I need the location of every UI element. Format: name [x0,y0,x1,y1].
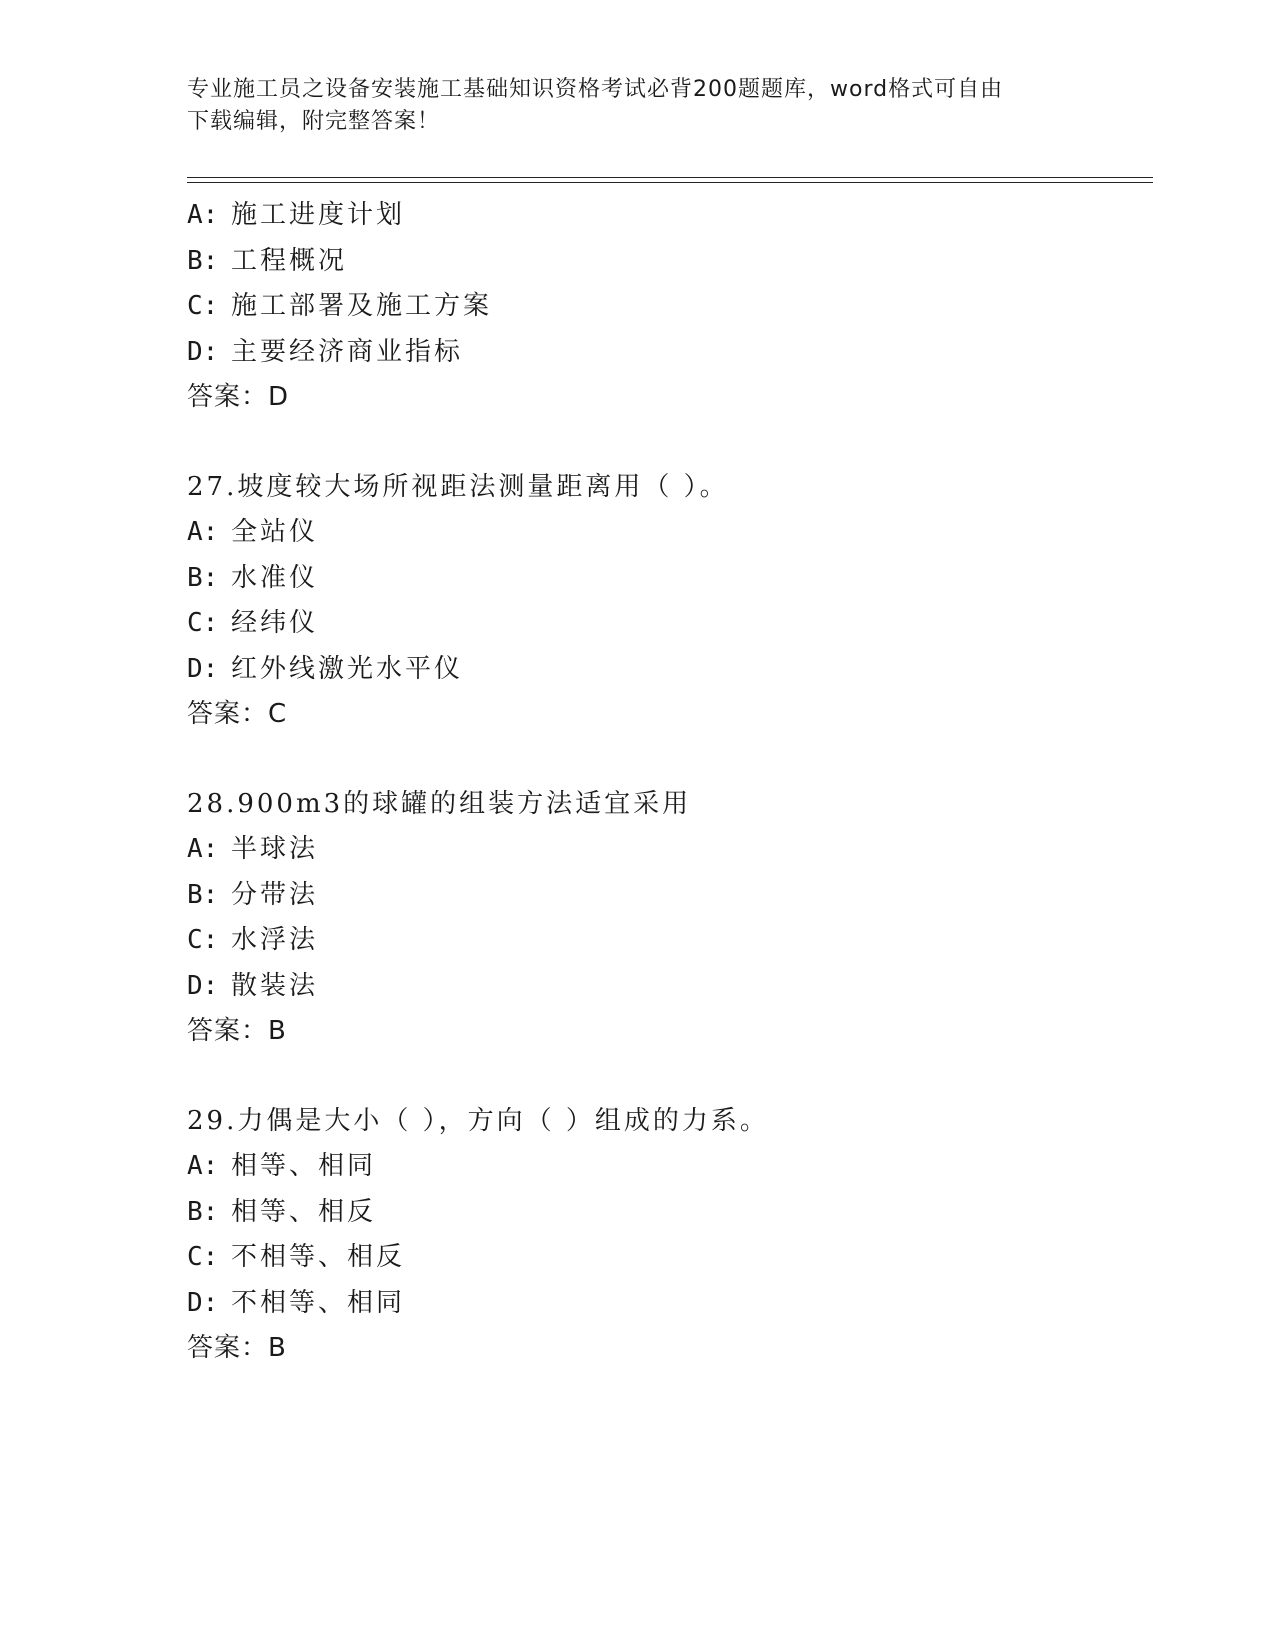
question-text: 28.900m3的球罐的组装方法适宜采用 [187,788,692,819]
option-key: B: [187,562,219,593]
option-text: 不相等、相同 [231,1287,406,1318]
option-key: D: [187,970,219,1001]
option-key: B: [187,1196,219,1227]
option-key: D: [187,1287,219,1318]
option-text: 相等、相反 [231,1196,377,1227]
option-b [187,556,1147,602]
document-header [187,74,1067,138]
option-b [187,1190,1147,1236]
option-key: A: [187,200,219,230]
option-d [187,964,1147,1010]
question-27 [187,465,1147,738]
option-key: B: [187,879,219,910]
answer-line: 答案：B [187,1333,287,1363]
header-divider-top [187,177,1153,178]
option-text: 工程概况 [231,245,348,276]
answer-line: 答案：D [187,382,290,412]
option-a [187,510,1147,556]
option-text: 半球法 [231,834,319,864]
option-key: C: [187,1242,219,1272]
option-a [187,193,1147,239]
option-d [187,647,1147,693]
option-text: 散装法 [231,970,319,1001]
question-list [187,193,1147,1372]
option-key: C: [187,608,219,638]
option-text: 红外线激光水平仪 [231,653,464,684]
option-key: D: [187,336,219,367]
option-key: D: [187,653,219,684]
question-text: 29.力偶是大小（ ），方向（ ）组成的力系。 [187,1105,769,1136]
option-text: 主要经济商业指标 [231,336,464,367]
option-key: A: [187,1151,219,1181]
option-text: 水浮法 [231,925,319,955]
option-key: C: [187,291,219,321]
option-text: 全站仪 [231,517,319,547]
option-text: 分带法 [231,879,319,910]
option-key: A: [187,517,219,547]
answer-line: 答案：C [187,699,288,729]
option-b [187,873,1147,919]
option-key: C: [187,925,219,955]
option-c [187,284,1147,330]
option-a [187,827,1147,873]
question-29 [187,1099,1147,1372]
option-text: 相等、相同 [231,1151,377,1181]
option-text: 水准仪 [231,562,319,593]
option-b [187,239,1147,285]
option-text: 施工进度计划 [231,200,406,230]
option-key: B: [187,245,219,276]
option-text: 经纬仪 [231,608,319,638]
question-text: 27.坡度较大场所视距法测量距离用（ ）。 [187,471,729,502]
option-a [187,1144,1147,1190]
option-text: 不相等、相反 [231,1242,406,1272]
header-divider-bottom [187,182,1153,183]
header-title-line-2: 下载编辑，附完整答案！ [187,109,441,134]
question-28 [187,782,1147,1055]
option-d [187,1281,1147,1327]
option-c [187,918,1147,964]
option-text: 施工部署及施工方案 [231,291,493,321]
header-title-line-1: 专业施工员之设备安装施工基础知识资格考试必背200题题库，word格式可自由 [187,77,1004,102]
answer-line: 答案：B [187,1016,287,1046]
option-c [187,1235,1147,1281]
option-key: A: [187,834,219,864]
question-26 [187,193,1147,421]
option-d [187,330,1147,376]
option-c [187,601,1147,647]
